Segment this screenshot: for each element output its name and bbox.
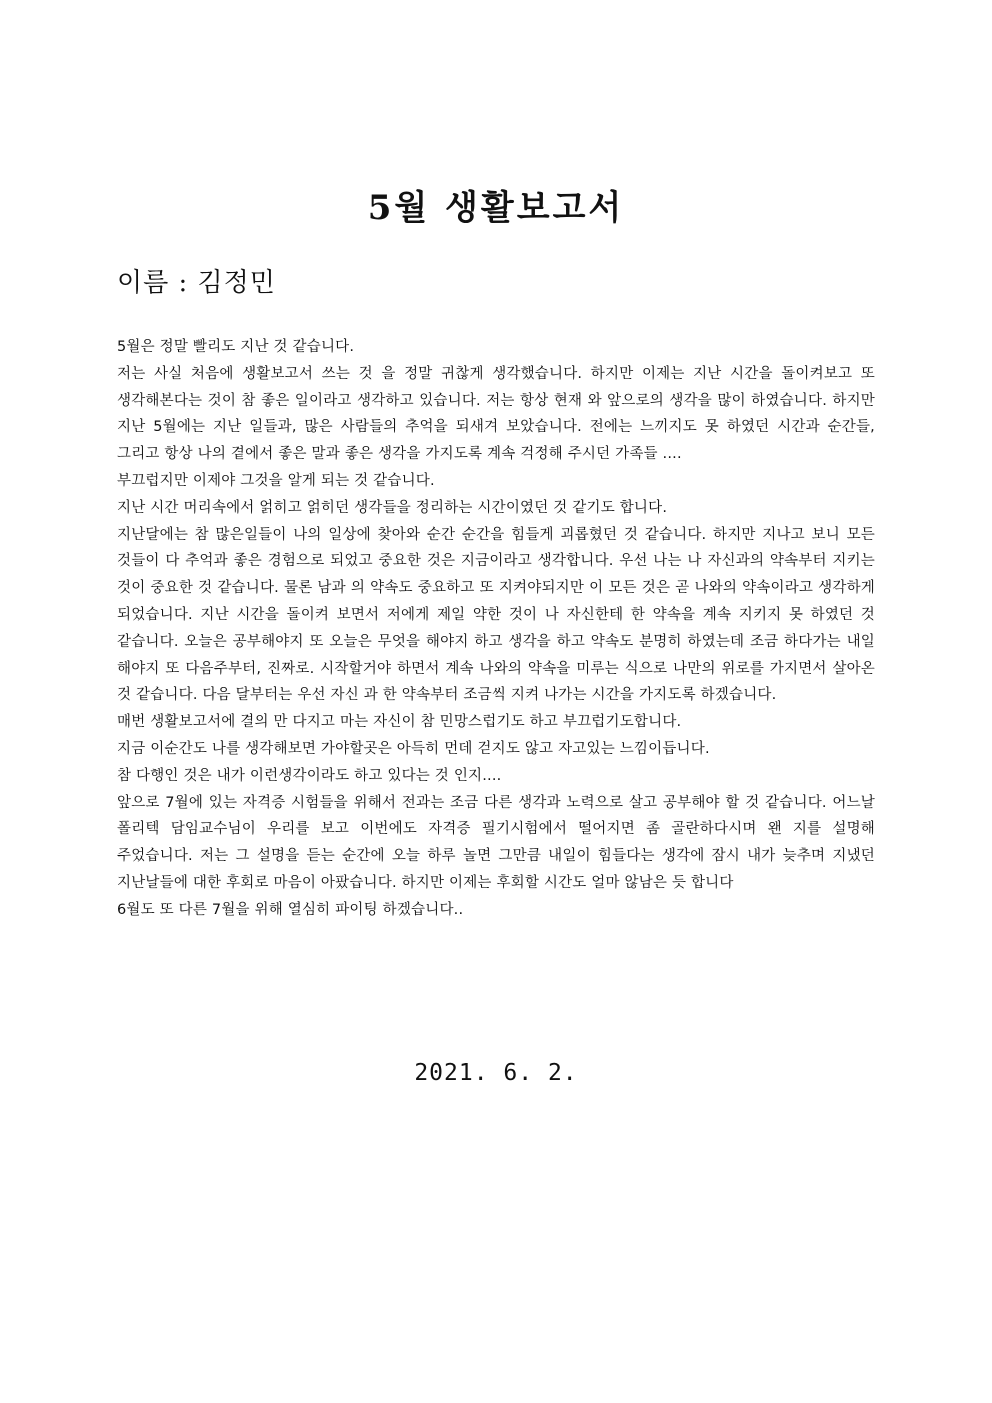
paragraph: 참 다행인 것은 내가 이런생각이라도 하고 있다는 것 인지.... (117, 767, 502, 784)
paragraph: 6월도 또 다른 7월을 위해 열심히 파이팅 하겠습니다.. (117, 901, 464, 918)
document-title: 5월 생활보고서 (367, 188, 625, 228)
paragraph: 앞으로 7월에 있는 자격증 시험들을 위해서 전과는 조금 다른 생각과 노력으로 살고 공부해야 할 것 같습니다. 어느날 폴리텍 담임교수님이 우리를 보고 이번에도 자격증 필기시험에서 떨어지면 좀 골란하다시며 왠 지를 설명해 주었습니다. 저는 그 설명을 듣는 순간에 오늘 하루 놀면 그만큼 내일이 힘들다는 생각에 잠시 내가 늦추며 지냈던 지난날들에 대한 후회로 마음이 아팠습니다. 하지만 이제는 후회할 시간도 얼마 않남은 듯 합니다 (117, 794, 875, 891)
paragraph: 저는 사실 처음에 생활보고서 쓰는 것 을 정말 귀찮게 생각했습니다. 하지만 이제는 지난 시간을 돌이켜보고 또 생각해본다는 것이 참 좋은 일이라고 생각하고 있습니다. 저는 항상 현재 와 앞으로의 생각을 많이 하였습니다. 하지만 지난 5월에는 지난 일들과, 많은 사람들의 추억을 되새겨 보았습니다. 전에는 느끼지도 못 하였던 시간과 순간들, 그리고 항상 나의 곁에서 좋은 말과 좋은 생각을 가지도록 계속 걱정해 주시던 가족들 .... (117, 365, 875, 463)
paragraph: 지난 시간 머리속에서 얽히고 얽히던 생각들을 정리하는 시간이였던 것 같기도 합니다. (117, 499, 668, 516)
author-name: 이름 : 김정민 (117, 268, 276, 298)
report-body (117, 334, 875, 924)
paragraph: 부끄럽지만 이제야 그것을 알게 되는 것 같습니다. (117, 472, 435, 489)
paragraph: 5월은 정말 빨리도 지난 것 같습니다. (117, 339, 355, 355)
report-date: 2021. 6. 2. (414, 1060, 578, 1086)
paragraph: 지금 이순간도 나를 생각해보면 가야할곳은 아득히 먼데 걷지도 않고 자고있는 느낌이듭니다. (117, 740, 710, 757)
paragraph: 지난달에는 참 많은일들이 나의 일상에 찾아와 순간 순간을 힘들게 괴롭혔던 것 같습니다. 하지만 지나고 보니 모든 것들이 다 추억과 좋은 경험으로 되었고 중요한 것은 지금이라고 생각합니다. 우선 나는 나 자신과의 약속부터 지키는 것이 중요한 것 같습니다. 물론 남과 의 약속도 중요하고 또 지켜야되지만 이 모든 것은 곧 나와의 약속이라고 생각하게 되었습니다. 지난 시간을 돌이켜 보면서 저에게 제일 약한 것이 나 자신한테 한 약속을 계속 지키지 못 하였던 것 같습니다. 오늘은 공부해야지 또 오늘은 무엇을 해야지 하고 생각을 하고 약속도 분명히 하였는데 조금 하다가는 내일 해야지 또 다음주부터, 진짜로. 시작할거야 하면서 계속 나와의 약속을 미루는 식으로 나만의 위로를 가지면서 살아온 것 같습니다. 다음 달부터는 우선 자신 과 한 약속부터 조금씩 지켜 나가는 시간을 가지도록 하겠습니다. (117, 526, 875, 704)
paragraph: 매번 생활보고서에 결의 만 다지고 마는 자신이 참 민망스럽기도 하고 부끄럽기도합니다. (117, 714, 682, 731)
